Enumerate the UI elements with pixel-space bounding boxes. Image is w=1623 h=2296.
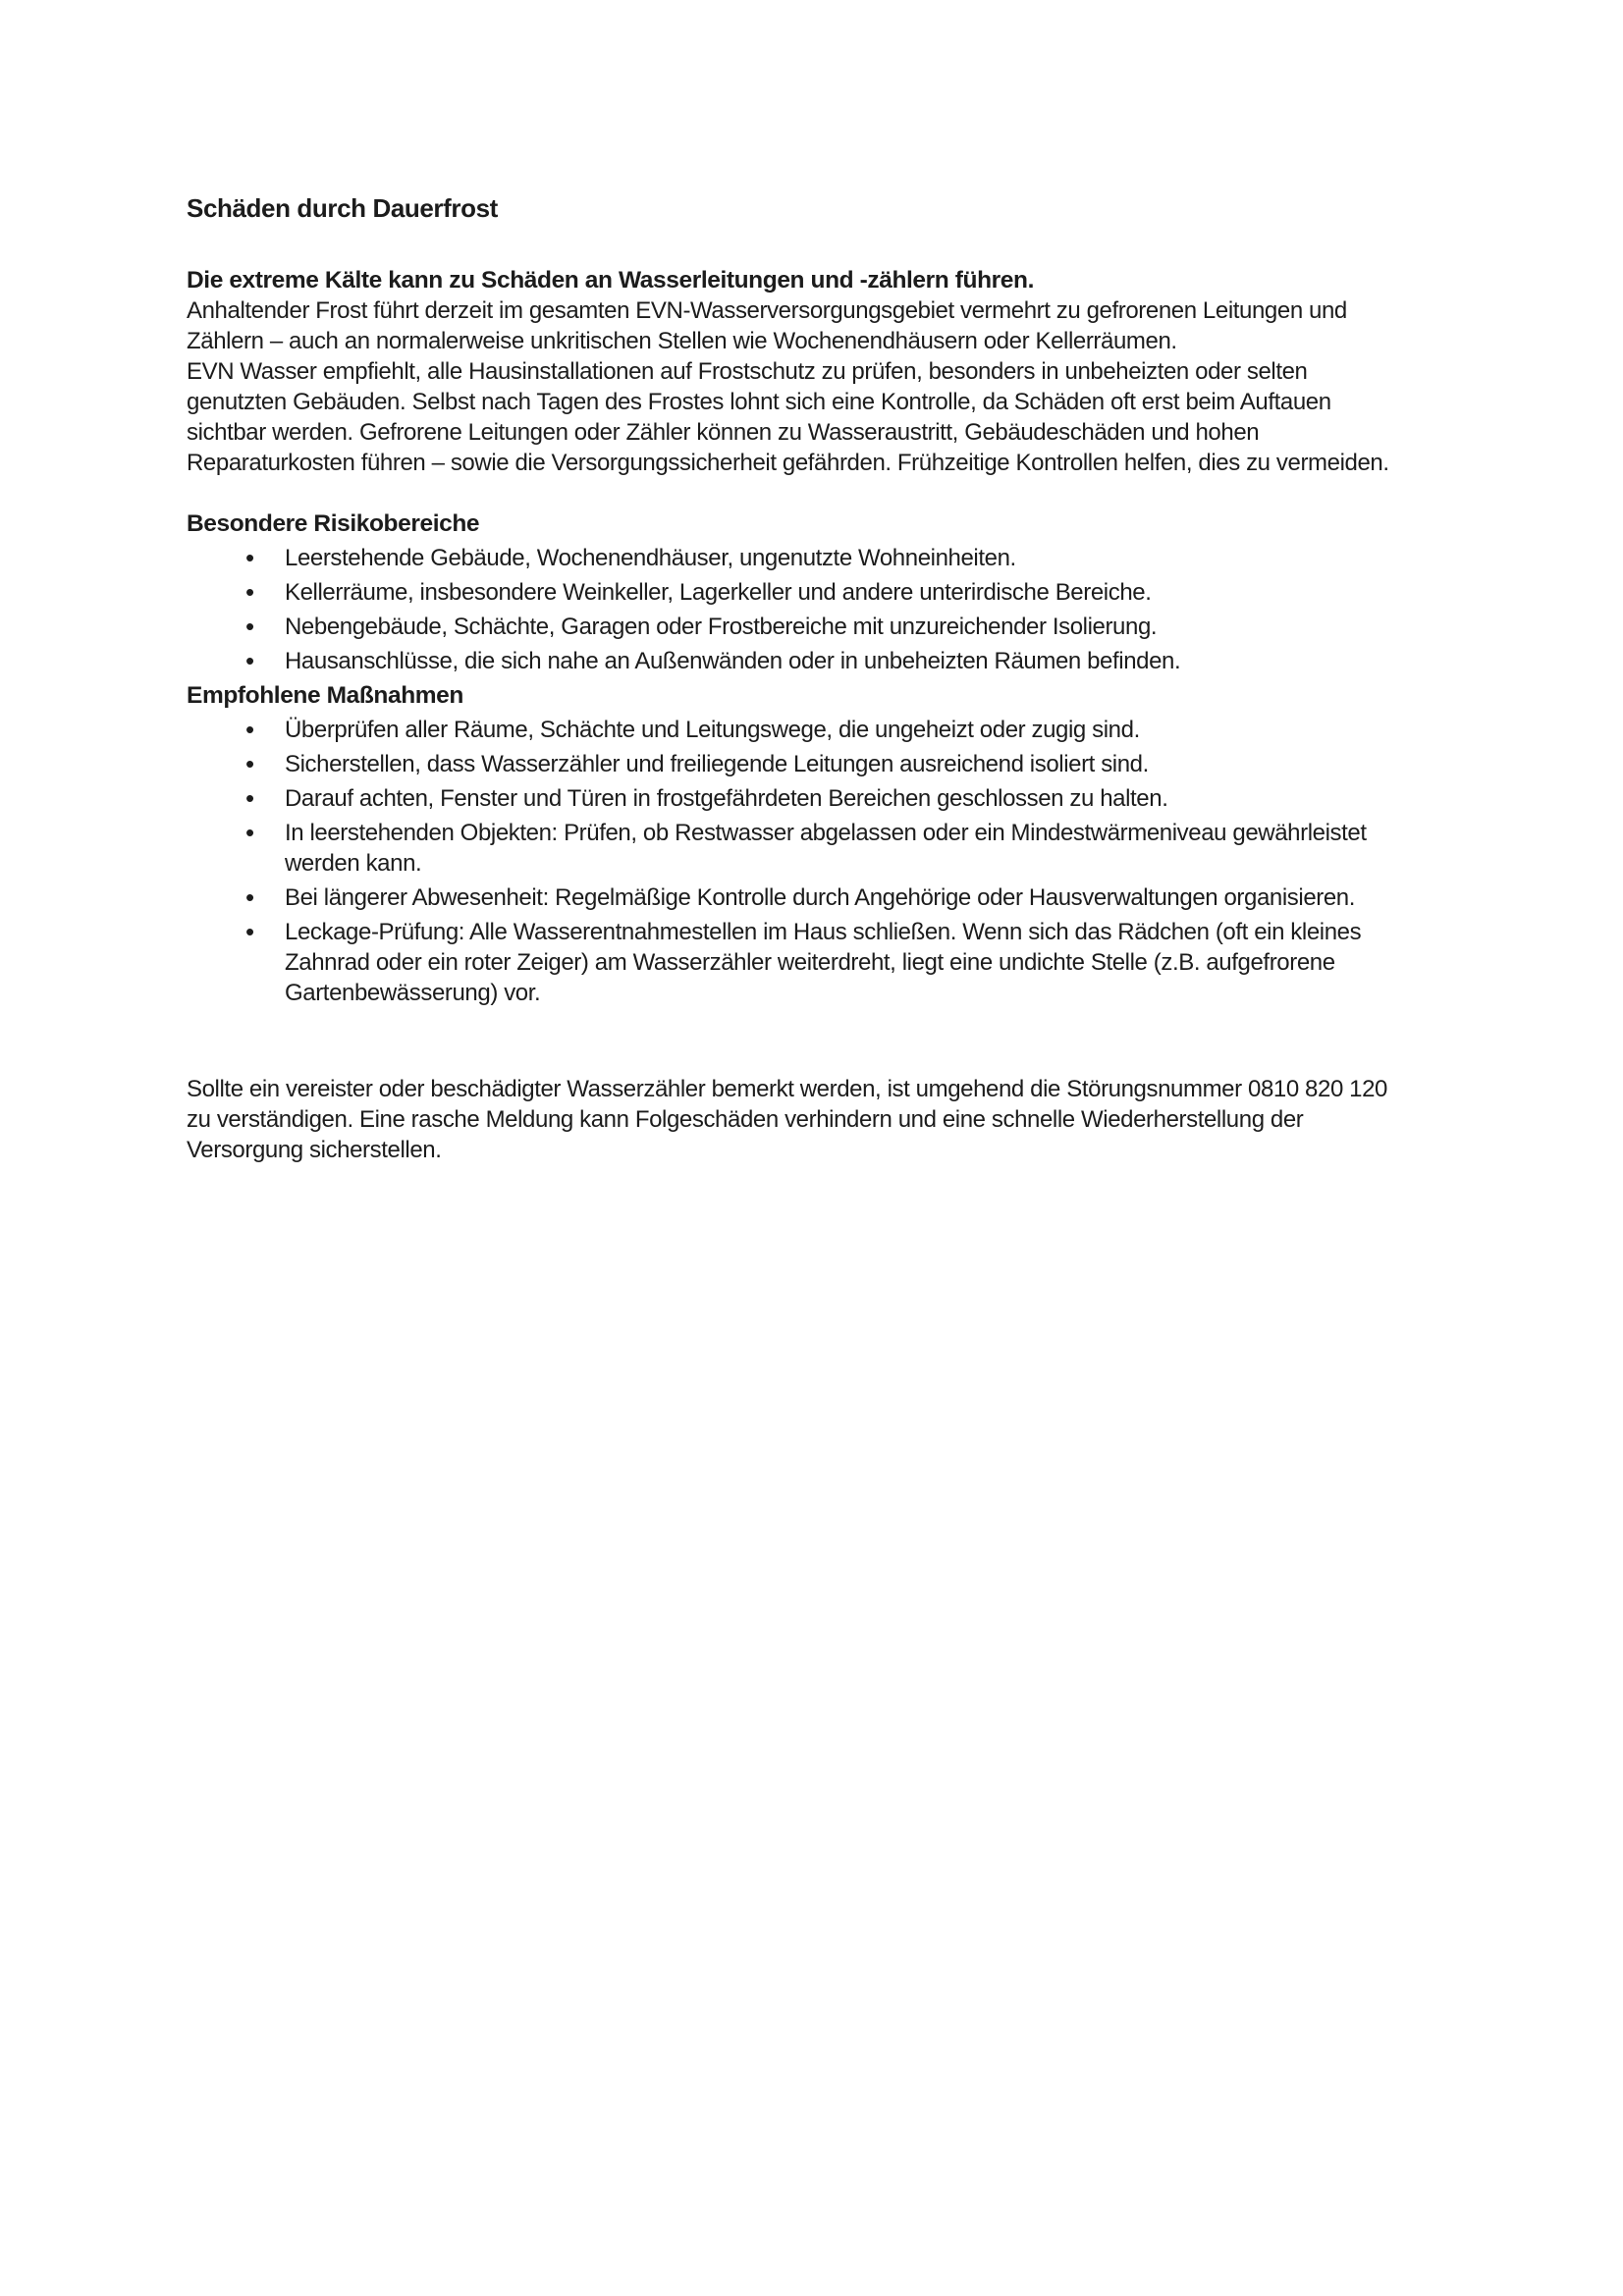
risk-area-item: • Nebengebäude, Schächte, Garagen oder Frostbereiche mit unzureichender Isolierung. bbox=[187, 612, 1407, 642]
risk-area-item: • Leerstehende Gebäude, Wochenendhäuser, ungenutzte Wohneinheiten. bbox=[187, 543, 1407, 573]
measure-item: • Bei längerer Abwesenheit: Regelmäßige Kontrolle durch Angehörige oder Hausverwaltungen organisieren. bbox=[187, 882, 1407, 913]
recommendation-paragraph: EVN Wasser empfiehlt, alle Hausinstallationen auf Frostschutz zu prüfen, besonders in unbeheizten oder selten genutzten Gebäuden. Selbst nach Tagen des Frostes lohnt sich eine Kontrolle, da Schäden oft erst beim Auftauen sichtbar werden. Gefrorene Leitungen oder Zähler können zu Wasseraustritt, Gebäudeschäden und hohen Reparaturkosten führen – sowie die Versorgungssicherheit gefährden. Frühzeitige Kontrollen helfen, dies zu vermeiden. bbox=[187, 358, 1389, 476]
measure-item: • Sicherstellen, dass Wasserzähler und freiliegende Leitungen ausreichend isoliert sind. bbox=[187, 749, 1407, 779]
measure-item: • Darauf achten, Fenster und Türen in frostgefährdeten Bereichen geschlossen zu halten. bbox=[187, 783, 1407, 814]
measure-item: • In leerstehenden Objekten: Prüfen, ob Restwasser abgelassen oder ein Mindestwärmeniveau gewährleistet werden kann. bbox=[187, 818, 1407, 879]
measure-item: • Überprüfen aller Räume, Schächte und Leitungswege, die ungeheizt oder zugig sind. bbox=[187, 715, 1407, 745]
section-heading-risk-areas: Besondere Risikobereiche bbox=[187, 510, 480, 537]
section-heading-measures: Empfohlene Maßnahmen bbox=[187, 682, 463, 709]
lead-sentence: Die extreme Kälte kann zu Schäden an Wasserleitungen und -zählern führen. bbox=[187, 267, 1034, 294]
measure-item: • Leckage-Prüfung: Alle Wasserentnahmestellen im Haus schließen. Wenn sich das Rädchen (oft ein kleines Zahnrad oder ein roter Zeiger) am Wasserzähler weiterdreht, liegt eine undichte Stelle (z.B. aufgefrorene Gartenbewässerung) vor. bbox=[187, 917, 1407, 1008]
risk-areas-list bbox=[187, 543, 1407, 676]
measures-list bbox=[187, 715, 1407, 1008]
document-title: Schäden durch Dauerfrost bbox=[187, 193, 498, 223]
document-content bbox=[187, 193, 1407, 1165]
closing-paragraph: Sollte ein vereister oder beschädigter Wasserzähler bemerkt werden, ist umgehend die Störungsnummer 0810 820 120 zu verständigen. Eine rasche Meldung kann Folgeschäden verhindern und eine schnelle Wiederherstellung der Versorgung sicherstellen. bbox=[187, 1076, 1388, 1163]
risk-area-item: • Kellerräume, insbesondere Weinkeller, Lagerkeller und andere unterirdische Bereiche. bbox=[187, 577, 1407, 608]
intro-paragraph: Anhaltender Frost führt derzeit im gesamten EVN-Wasserversorgungsgebiet vermehrt zu gefrorenen Leitungen und Zählern – auch an normalerweise unkritischen Stellen wie Wochenendhäusern oder Kellerräumen. bbox=[187, 297, 1347, 354]
risk-area-item: • Hausanschlüsse, die sich nahe an Außenwänden oder in unbeheizten Räumen befinden. bbox=[187, 646, 1407, 676]
